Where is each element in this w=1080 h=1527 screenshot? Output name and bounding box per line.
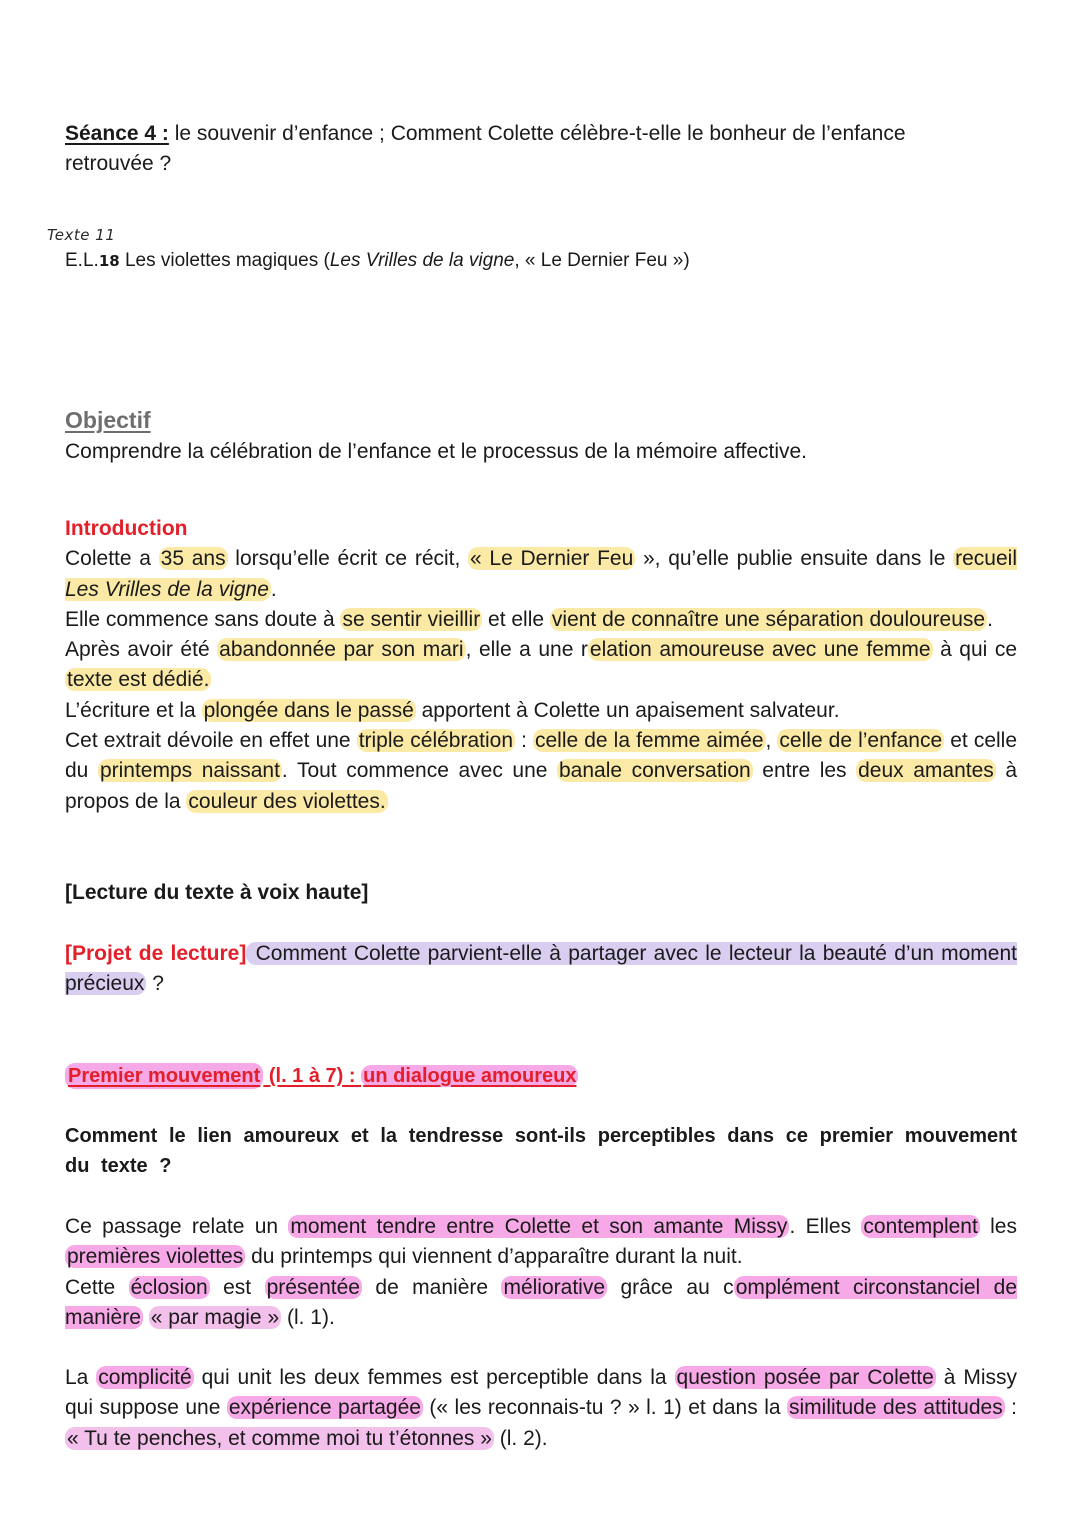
el-book: Les Vrilles de la vigne: [329, 250, 515, 271]
el-rest: , « Le Dernier Feu »): [514, 250, 690, 271]
el-prefix: E.L.: [65, 250, 99, 271]
projet-label: [Projet de lecture]: [65, 942, 247, 965]
seance-text: le souvenir d’enfance ; Comment Colette célèbre-t-elle le bonheur de l’enfance: [168, 122, 906, 145]
intro-highlight: banale conversation: [559, 759, 751, 783]
mouvement-highlight: « par magie »: [150, 1305, 280, 1329]
el-title: Les violettes magiques (: [119, 250, 330, 271]
intro-text: à propos de la: [65, 759, 1018, 813]
intro-text: entre les: [752, 759, 857, 783]
intro-text: ,: [765, 729, 778, 753]
mouvement-highlight: premières violettes: [67, 1245, 244, 1269]
mouvement-title-a: Premier mouvement: [65, 1063, 263, 1089]
intro-highlight: texte est dédié.: [67, 668, 210, 692]
mouvement-text: qui unit les deux femmes est perceptible dans la: [193, 1366, 675, 1390]
mouvement-title: [65, 1061, 1017, 1091]
mouvement-highlight: similitude des attitudes: [789, 1396, 1003, 1420]
intro-text: :: [515, 729, 533, 753]
intro-highlight: celle de l’enfance: [779, 729, 943, 753]
mouvement-title-b: (l. 1 à 7) :: [263, 1065, 362, 1087]
handwritten-texte-note: Texte 11: [47, 226, 116, 244]
intro-text: Après avoir été: [65, 638, 218, 662]
el-number: 18: [98, 252, 120, 270]
projet-question: Comment Colette parvient-elle à partager avec le lecteur la beauté d’un moment précieux: [65, 942, 1017, 996]
intro-text: Elle commence sans doute à: [65, 607, 341, 631]
seance-text-2: retrouvée ?: [65, 152, 172, 176]
intro-text: Colette a: [65, 547, 159, 571]
lecture-line: [Lecture du texte à voix haute]: [65, 881, 369, 904]
intro-highlight: abandonnée par son mari: [219, 638, 464, 662]
mouvement-highlight: complicité: [98, 1366, 192, 1390]
mouvement-text: :: [1004, 1396, 1018, 1420]
mouvement-highlight: expérience partagée: [228, 1396, 421, 1420]
mouvement-text: à Missy qui suppose une: [65, 1366, 1017, 1420]
mouvement-text: les: [979, 1215, 1017, 1238]
intro-text: , elle a une r: [465, 638, 588, 662]
intro-highlight: 35 ans: [160, 547, 226, 571]
objectif-text: Comprendre la célébration de l’enfance et le processus de la mémoire affective.: [65, 440, 808, 464]
mouvement-text: [143, 1306, 149, 1329]
mouvement-text: du printemps qui viennent d’apparaître durant la nuit.: [245, 1245, 743, 1269]
mouvement-highlight: moment tendre entre Colette et son amante Missy: [290, 1215, 788, 1238]
intro-text: apportent à Colette un apaisement salvateur.: [415, 698, 840, 722]
intro-highlight: deux amantes: [858, 759, 994, 783]
intro-text: . Tout commence avec une: [281, 759, 557, 783]
mouvement-title-c: un dialogue amoureux: [363, 1065, 577, 1087]
intro-book-title: Les Vrilles de la vigne: [65, 577, 269, 601]
mouvement-text: est: [209, 1275, 265, 1299]
mouvement-text: Ce passage relate un: [65, 1215, 289, 1238]
intro-highlight: elation amoureuse avec une femme: [589, 638, 931, 662]
mouvement-text: (l. 2).: [493, 1426, 548, 1450]
intro-text: et elle: [482, 607, 550, 631]
intro-highlight: printemps naissant: [99, 759, 280, 783]
mouvement-highlight: « Tu te penches, et comme moi tu t’étonnes »: [67, 1426, 492, 1450]
objectif-heading: Objectif: [65, 407, 151, 433]
mouvement-text: Cette: [65, 1275, 129, 1299]
mouvement-text: La: [65, 1366, 97, 1390]
mouvement-highlight: contemplent: [863, 1215, 978, 1238]
mouvement-text: (« les reconnais-tu ? » l. 1) et dans la: [422, 1396, 788, 1420]
intro-text: Cet extrait dévoile en effet une: [65, 729, 357, 753]
introduction-section: [65, 514, 1017, 817]
mouvement-text: de manière: [361, 1275, 502, 1299]
intro-highlight: couleur des violettes.: [188, 789, 386, 813]
intro-highlight: plongée dans le passé: [203, 698, 414, 722]
mouvement-paragraphs: [65, 1212, 1017, 1454]
intro-text: .: [987, 607, 993, 631]
intro-highlight-text: recueil: [955, 547, 1017, 571]
intro-text: à qui ce: [932, 638, 1018, 662]
el-line: [65, 246, 1017, 276]
intro-text: », qu’elle publie ensuite dans le: [635, 547, 954, 571]
mouvement-text: . Elles: [789, 1215, 862, 1238]
mouvement-highlight: présentée: [266, 1275, 360, 1299]
seance-heading: [65, 119, 1017, 180]
mouvement-question: Comment le lien amoureux et la tendresse sont-ils perceptibles dans ce premier mouvement du texte ?: [65, 1125, 1017, 1178]
intro-highlight: vient de connaître une séparation douloureuse: [551, 607, 986, 631]
mouvement-highlight: omplément circonstanciel de manière: [65, 1275, 1017, 1329]
intro-highlight: « Le Dernier Feu: [470, 547, 634, 571]
projet-section: [65, 939, 1017, 1000]
mouvement-text: grâce au c: [607, 1275, 734, 1299]
introduction-heading: Introduction: [65, 517, 188, 540]
mouvement-text: (l. 1).: [281, 1305, 335, 1329]
intro-text: lorsqu’elle écrit ce récit,: [227, 547, 469, 571]
mouvement-highlight: question posée par Colette: [676, 1366, 934, 1390]
intro-text: L’écriture et la: [65, 698, 202, 722]
intro-text: .: [270, 577, 277, 601]
projet-end: ?: [146, 972, 164, 996]
mouvement-highlight: éclosion: [130, 1275, 208, 1299]
mouvement-highlight: méliorative: [503, 1275, 606, 1299]
intro-text: et celle du: [65, 729, 1018, 783]
seance-label: Séance 4 :: [65, 122, 169, 145]
intro-highlight: celle de la femme aimée: [534, 729, 764, 753]
objectif-section: [65, 405, 1017, 468]
intro-highlight: se sentir vieillir: [342, 607, 481, 631]
intro-highlight: triple célébration: [358, 729, 514, 753]
